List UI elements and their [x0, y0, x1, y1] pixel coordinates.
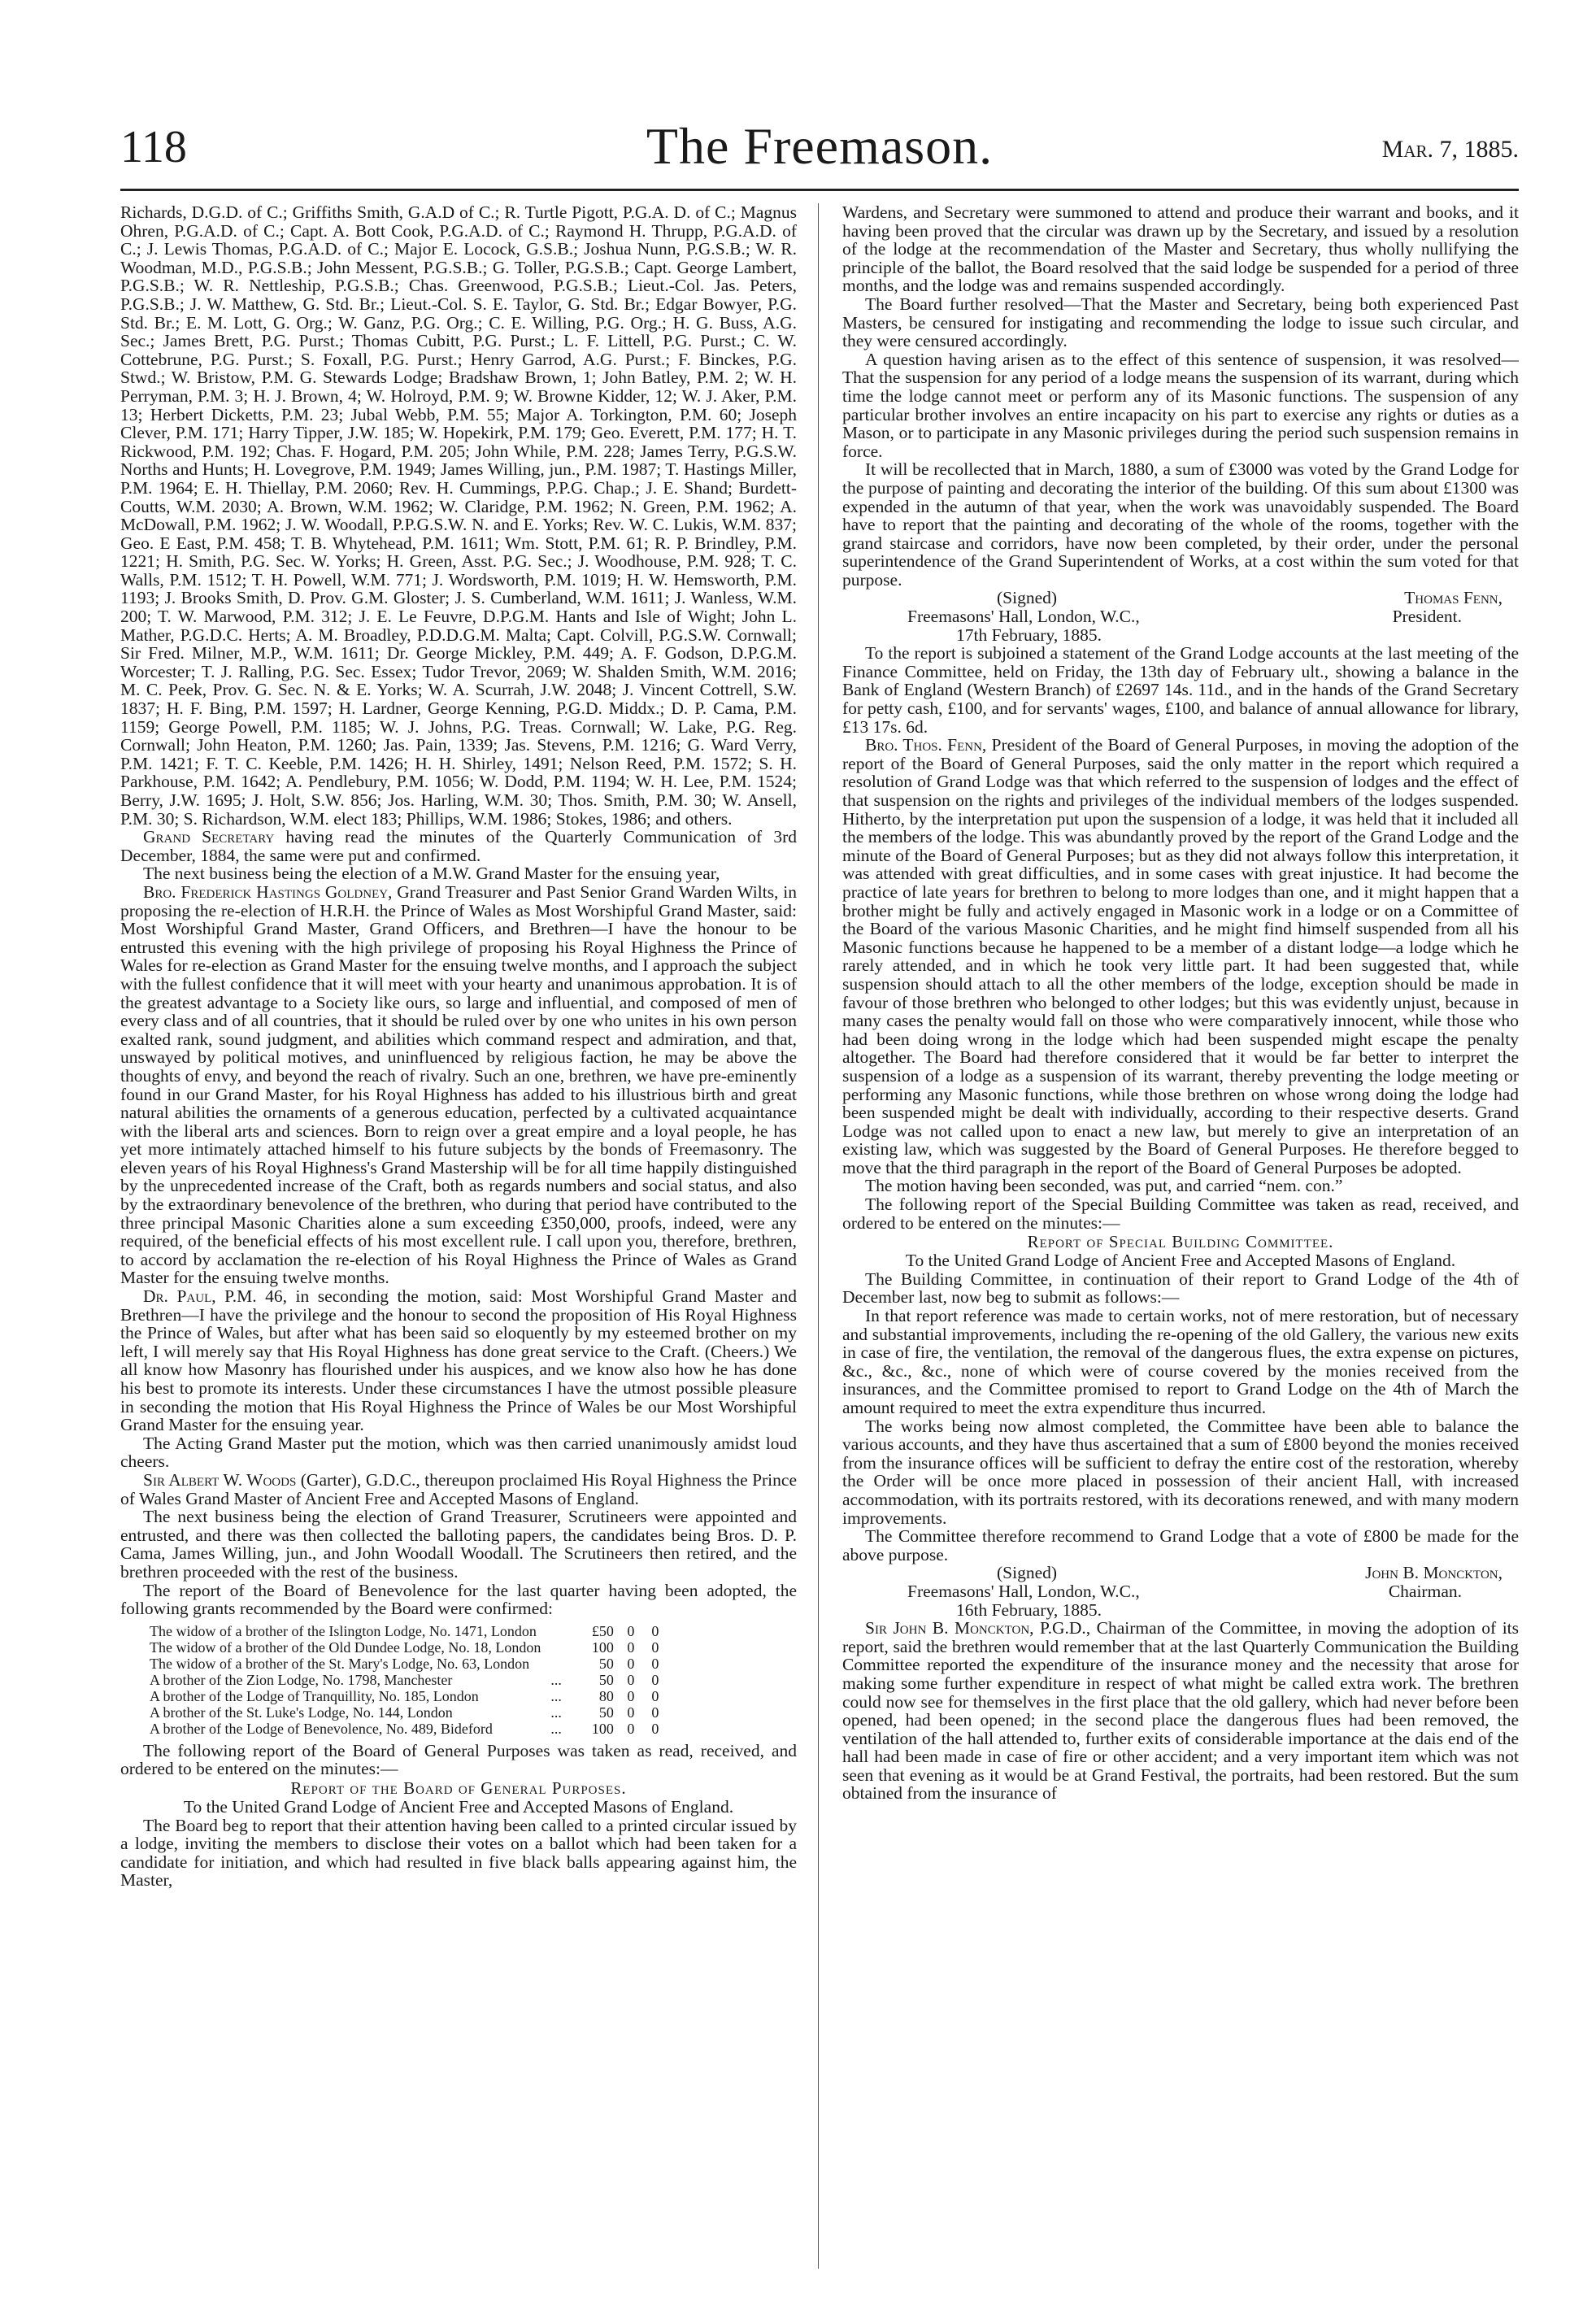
paragraph: The next business being the election of Grand Treasurer, Scrutineers were appointed and entrusted, and there was then collected the balloting papers, the candidates being Bros. D. P. Cama, James Willing, jun., and John Woodall Woodall. The Scrutineers then retired, and the brethren proceeded with the rest of the business.: [120, 1507, 797, 1582]
table-row: [145, 1721, 668, 1737]
signatory-name: John B. Monckton,: [1365, 1563, 1503, 1583]
grant-pence: 0: [651, 1704, 659, 1721]
grant-shillings: 0: [627, 1687, 635, 1704]
grant-pounds: 100: [591, 1638, 614, 1656]
grant-pence: 0: [651, 1671, 659, 1688]
signature-line: [842, 1564, 1519, 1582]
speaker-name: Sir John B. Monckton,: [865, 1618, 1034, 1638]
paragraph: The Acting Grand Master put the motion, which was then carried unanimously amidst loud cheers.: [120, 1433, 797, 1472]
newspaper-title: The Freemason.: [646, 117, 994, 175]
paragraph: The following report of the Board of General Purposes was taken as read, received, and ordered to be entered on the minutes:—: [120, 1740, 797, 1779]
grant-dots: ...: [550, 1704, 562, 1721]
signatory-name: Thomas Fenn,: [1404, 588, 1503, 608]
grant-pounds: 50: [598, 1671, 614, 1688]
signed-label: (Signed): [997, 1563, 1058, 1583]
paragraph: [842, 1619, 1519, 1803]
signature-date: 16th February, 1885.: [956, 1599, 1102, 1620]
table-row: [145, 1623, 668, 1639]
paragraph: The Board beg to report that their attention having been called to a printed circular issued by a lodge, inviting the members to disclose their votes on a ballot which had been taken for a candidate for initiation, and which had resulted in five black balls appearing against him, the Master,: [120, 1815, 797, 1891]
grant-dots: [546, 1623, 567, 1639]
newspaper-page: [120, 114, 1519, 2269]
paragraph: The Committee therefore recommend to Grand Lodge that a vote of £800 be made for the above purpose.: [842, 1526, 1519, 1564]
grant-recipient: The widow of a brother of the Old Dundee Lodge, No. 18, London: [150, 1638, 541, 1656]
grant-recipient: A brother of the Zion Lodge, No. 1798, Manchester: [150, 1671, 453, 1688]
signature-place-line: [842, 607, 1519, 626]
grant-pounds: 50: [598, 1704, 614, 1721]
speaker-name: Bro. Frederick Hastings Goldney,: [143, 881, 393, 902]
grant-recipient: A brother of the Lodge of Tranquillity, No. 185, London: [150, 1687, 479, 1704]
paragraph: It will be recollected that in March, 1880, a sum of £3000 was voted by the Grand Lodge for the purpose of painting and decorating the interior of the building. Of this sum about £1300 was expended in the autumn of that year, when the work was unavoidably suspended. The Board have to report that the painting and decorating of the whole of the rooms, together with the grand staircase and corridors, have now been completed, by their order, under the personal superintendence of the Grand Superintendent of Works, at a cost within the sum voted for that purpose.: [842, 459, 1519, 590]
signatory-role: President.: [1392, 607, 1462, 627]
signature-place: Freemasons' Hall, London, W.C.,: [907, 1581, 1140, 1601]
grant-pounds: 100: [591, 1720, 614, 1737]
grant-pence: 0: [651, 1622, 659, 1639]
paragraph: The Building Committee, in continuation of their report to Grand Lodge of the 4th of December last, now beg to submit as follows:—: [842, 1268, 1519, 1308]
paragraph-text: Grand Treasurer and Past Senior Grand Warden Wilts, in proposing the re-election of H.R.H. the Prince of Wales as Most Worshipful Grand Master, said: Most Worshipful Grand Master, Grand Officers, and Brethren—I have the honour to be entrusted this evening with the high privilege of proposing his Royal Highness the Prince of Wales for re-election as Grand Master for the ensuing twelve months, and I approach the subject with the fullest confidence that it will meet with your hearty and unanimous approbation. It is of the greatest advantage to a Society like ours, so large and influential, and composed of men of every class and of all countries, that it should be ruled over by one who unites in his own person exalted rank, sound judgment, and abilities which command respect and admiration, and that, unswayed by political motives, and uninfluenced by religious faction, he may be above the thoughts of envy, and beyond the reach of rivalry. Such an one, brethren, we have pre-eminently found in our Grand Master, for his Royal Highness has added to his illustrious birth and great natural abilities the ornaments of a generous education, perfected by a cultivated acquaintance with the liberal arts and sciences. Born to reign over a great empire and a loyal people, he has yet more intimately attached himself to his future subjects by the bonds of Freemasonry. The eleven years of his Royal Highness's Grand Mastership will be for all time happily distinguished by the unprecedented increase of the Craft, both as regards numbers and social status, and also by the extraordinary benevolence of the brethren, who during that period have contributed to the three principal Masonic Charities alone a sum exceeding £350,000, proofs, indeed, were any required, of the beneficial effects of his most excellent rule. I call upon you, therefore, brethren, to accord by acclamation the re-election of his Royal Highness the Prince of Wales as Grand Master for the ensuing twelve months.: [120, 881, 797, 1288]
paragraph-text: President of the Board of General Purposes, in moving the adoption of the report of the Board of General Purposes, said the only matter in the report which required a resolution of Grand Lodge was that which referred to the suspension of lodges and the effect of that suspension on the rights and privileges of the individual members of the lodges suspended. Hitherto, by the interpretation put upon the suspension of a lodge, it was held that it included all the members of the lodge. This was abundantly proved by the report of the Grand Lodge and the minute of the Board of General Purposes; but as they did not always follow this interpretation, it was attended with great difficulties, and in some cases with great injustice. It had become the practice of late years for brethren to belong to more lodges than one, and it might happen that a brother might be fully and actively engaged in Masonic work in a lodge or on a Committee of the Board of the various Masonic Charities, and he might find himself suspended from all his Masonic functions because he happened to be a member of a distant lodge—a lodge which he rarely attended, and in which he took very little part. It had been suggested that, while suspension should attach to all the other members of the lodge, exception should be made in favour of those brethren who belonged to other lodges; but this was evidently unjust, because in many cases the penalty would fall on those who were comparatively innocent, while those who had been doing wrong in the lodge which had been suspended might escape the penalty altogether. The Board had therefore considered that it would be far better to interpret the suspension of a lodge as a suspension of its warrant, thereby preventing the lodge meeting or performing any Masonic functions, while those brethren on whose wrong doing the lodge had been suspended might be dealt with individually, according to their respective deserts. Grand Lodge was not called upon to enact a new law, but merely to give an interpretation of an existing law, which was suggested by the Board of General Purposes. He therefore begged to move that the third paragraph in the report of the Board of General Purposes be adopted.: [842, 735, 1519, 1177]
paragraph-text: P.M. 46, in seconding the motion, said: Most Worshipful Grand Master and Brethren—I have the privilege and the honour to second the proposition of His Royal Highness the Prince of Wales, but after what has been said so eloquently by my esteemed brother on my left, I will merely say that His Royal Highness has done great service to the Craft. (Cheers.) We all know how Masonry has flourished under his auspices, and we know also how he has done his best to promote its interests. Under these circumstances I have the utmost possible pleasure in seconding the motion that His Royal Highness the Prince of Wales be our Most Worshipful Grand Master for the ensuing year.: [120, 1286, 797, 1435]
grant-pence: 0: [651, 1687, 659, 1704]
paragraph: To the report is subjoined a statement of the Grand Lodge accounts at the last meeting of the Finance Committee, held on Friday, the 13th day of February ult., showing a balance in the Bank of England (Western Branch) of £2697 14s. 11d., and in the hands of the Grand Secretary for petty cash, £100, and for servants' wages, £100, and balance of annual allowance for library, £13 17s. 6d.: [842, 643, 1519, 737]
grant-pence: 0: [651, 1638, 659, 1656]
paragraph: [120, 883, 797, 1287]
table-row: [145, 1688, 668, 1704]
grant-pounds: £50: [591, 1622, 614, 1639]
table-row: [145, 1704, 668, 1721]
grant-pounds: 80: [598, 1687, 614, 1704]
right-column: [842, 203, 1519, 2269]
paragraph: Wardens, and Secretary were summoned to attend and produce their warrant and books, and it having been proved that the circular was drawn up by the Secretary, and issued by a resolution of the lodge at the recommendation of the Master and Secretary, thus wholly nullifying the principle of the ballot, the Board resolved that the said lodge be suspended for a period of three months, and the lodge was and remains suspended accordingly.: [842, 203, 1519, 296]
paragraph: The following report of the Special Building Committee was taken as read, received, and ordered to be entered on the minutes:—: [842, 1195, 1519, 1233]
paragraph: The Board further resolved—That the Master and Secretary, being both experienced Past Masters, be censured for instigating and recommending the lodge to issue such circular, and they were censured accordingly.: [842, 294, 1519, 351]
masthead: [120, 114, 1519, 191]
grant-shillings: 0: [627, 1671, 635, 1688]
paragraph: [120, 828, 797, 864]
grant-recipient: The widow of a brother of the Islington Lodge, No. 1471, London: [150, 1622, 537, 1639]
paragraph: [842, 736, 1519, 1177]
paragraph: The works being now almost completed, the Committee have been able to balance the various accounts, and they have thus ascertained that a sum of £800 beyond the monies received from the insurance offices will be sufficient to defray the entire cost of the restoration, whereby the Order will be once more placed in possession of their ancient Hall, with increased accommodation, with its portraits restored, with its decorations renewed, and with many modern improvements.: [842, 1416, 1519, 1528]
grant-dots: ...: [550, 1671, 562, 1688]
signature-line: [842, 589, 1519, 607]
grant-pence: 0: [651, 1655, 659, 1672]
speaker-name: Bro. Thos. Fenn,: [865, 735, 987, 755]
paragraph-text: P.G.D., Chairman of the Committee, in moving the adoption of its report, said the brethren would remember that at the last Quarterly Communication the Building Committee reported the expenditure of the insurance money and the necessity that arose for making some further expenditure in respect of what might be called extra work. The brethren could now see for themselves in the first place that the old gallery, which had never before been opened, had been opened; in the second place the dangerous flues had been removed, the ventilation of the hall attended to, further exits of considerable importance at the dais end of the hall had been made in case of fire or other accident; and a very important item which was not seen that evening as it would be at Grand Festival, the portraits, had been restored. But the sum obtained from the insurance of: [842, 1618, 1519, 1804]
paragraph-text: having read the minutes of the Quarterly Communication of 3rd December, 1884, the same were put and confirmed.: [120, 827, 797, 865]
grant-shillings: 0: [627, 1638, 635, 1656]
table-row: [145, 1639, 668, 1656]
left-column: [120, 203, 797, 2269]
grant-recipient: The widow of a brother of the St. Mary's Lodge, No. 63, London: [150, 1655, 530, 1672]
grant-dots: [546, 1656, 567, 1672]
table-row: [145, 1656, 668, 1672]
paragraph: In that report reference was made to certain works, not of mere restoration, but of necessary and substantial improvements, including the re-opening of the old Gallery, the various new exits in case of fire, the ventilation, the removal of the dangerous flues, the extra expense on pictures, &c., &c., &c., none of which were of course covered by the monies received from the insurances, and the Committee promised to report to Grand Lodge on the 4th of March the amount required to meet the extra expenditure thus incurred.: [842, 1306, 1519, 1417]
paragraph: [120, 1471, 797, 1508]
speaker-name: Sir Albert W. Woods: [143, 1469, 297, 1490]
section-heading: Report of the Board of General Purposes.: [290, 1778, 627, 1798]
grants-table: [145, 1623, 668, 1737]
paragraph-text: (Garter), G.D.C., thereupon proclaimed His Royal Highness the Prince of Wales Grand Master of Ancient Free and Accepted Masons of England.: [120, 1469, 797, 1508]
paragraph: A question having arisen as to the effect of this sentence of suspension, it was resolved—That the suspension for any period of a lodge means the suspension of its warrant, during which time the lodge cannot meet or perform any of its Masonic functions. The suspension of any particular brother involves an entire incapacity on his part to exercise any rights or duties as a Mason, or to participate in any Masonic privileges during the period such suspension remains in force.: [842, 349, 1519, 461]
speaker-name: Grand Secretary: [143, 827, 275, 847]
signed-label: (Signed): [997, 588, 1058, 608]
paragraph: [120, 1287, 797, 1434]
grant-shillings: 0: [627, 1720, 635, 1737]
grant-recipient: A brother of the Lodge of Benevolence, No. 489, Bideford: [150, 1720, 493, 1737]
grant-dots: ...: [550, 1687, 562, 1704]
paragraph: The next business being the election of a M.W. Grand Master for the ensuing year,: [143, 864, 720, 884]
grant-shillings: 0: [627, 1704, 635, 1721]
signature-place: Freemasons' Hall, London, W.C.,: [907, 607, 1140, 627]
article-columns: [120, 203, 1519, 2269]
issue-date: Mar. 7, 1885.: [1381, 136, 1519, 163]
paragraph: The motion having been seconded, was put, and carried “nem. con.”: [865, 1176, 1343, 1196]
signature-place-line: [842, 1582, 1519, 1601]
grant-shillings: 0: [627, 1655, 635, 1672]
section-subheading: To the United Grand Lodge of Ancient Free and Accepted Masons of England.: [905, 1251, 1456, 1271]
grant-pence: 0: [651, 1720, 659, 1737]
grant-dots: [546, 1639, 567, 1656]
speaker-name: Dr. Paul,: [143, 1286, 216, 1307]
paragraph: The report of the Board of Benevolence for the last quarter having been adopted, the following grants recommended by the Board were confirmed:: [120, 1580, 797, 1619]
page-number: 118: [120, 122, 187, 172]
grant-shillings: 0: [627, 1622, 635, 1639]
grant-pounds: 50: [598, 1655, 614, 1672]
grant-dots: ...: [550, 1720, 562, 1737]
section-heading: Report of Special Building Committee.: [1027, 1232, 1334, 1252]
section-subheading: To the United Grand Lodge of Ancient Free and Accepted Masons of England.: [183, 1796, 734, 1817]
signature-date: 17th February, 1885.: [956, 624, 1102, 645]
grant-recipient: A brother of the St. Luke's Lodge, No. 144, London: [150, 1704, 453, 1721]
table-row: [145, 1672, 668, 1688]
signatory-role: Chairman.: [1388, 1581, 1462, 1601]
attendee-list: Richards, D.G.D. of C.; Griffiths Smith, G.A.D of C.; R. Turtle Pigott, P.G.A. D. of C.; Magnus Ohren, P.G.A.D. of C.; Capt. A. Bott Cook, P.G.A.D. of C.; Raymond H. Thrupp, P.G.A.D. of C.; J. Lewis Thomas, P.G.A.D. of C.; Major E. Locock, G.S.B.; Joshua Nunn, P.G.S.B.; W. R. Woodman, M.D., P.G.S.B.; John Messent, P.G.S.B.; G. Toller, P.G.S.B.; Capt. George Lambert, P.G.S.B.; W. R. Nettleship, P.G.S.B.; Chas. Greenwood, P.G.S.B.; Lieut.-Col. Jas. Peters, P.G.S.B.; J. W. Matthew, G. Std. Br.; Lieut.-Col. S. E. Taylor, G. Std. Br.; Edgar Bowyer, P.G. Std. Br.; E. M. Lott, G. Org.; W. Ganz, P.G. Org.; C. E. Willing, P.G. Org.; H. G. Buss, A.G. Sec.; James Brett, P.G. Purst.; Thomas Cubitt, P.G. Purst.; L. F. Littell, P.G. Purst.; C. W. Cottebrune, P.G. Purst.; S. Foxall, P.G. Purst.; Henry Garrod, A.G. Purst.; F. Binckes, P.G. Stwd.; W. Bristow, P.M. G. Stewards Lodge; Bradshaw Brown, 1; John Batley, P.M. 2; W. H. Perryman, P.M. 3; H. J. Brown, 4; W. Holroyd, P.M. 9; W. Browne Kidder, 12; W. J. Aker, P.M. 13; Herbert Dicketts, P.M. 23; Jubal Webb, P.M. 55; Major A. Torkington, P.M. 60; Joseph Clever, P.M. 171; Harry Tipper, J.W. 185; W. Hopekirk, P.M. 179; Geo. Everett, P.M. 177; H. T. Rickwood, P.M. 192; Chas. F. Hogard, P.M. 205; John While, P.M. 228; James Terry, P.G.S.W. Norths and Hunts; H. Lovegrove, P.M. 1949; James Willing, jun., P.M. 1987; T. Hastings Miller, P.M. 1964; E. H. Thiellay, P.M. 2060; Rev. H. Cummings, P.P.G. Chap.; J. E. Shand; Burdett-Coutts, W.M. 2030; A. Brown, W.M. 1962; W. Claridge, P.M. 1962; N. Green, P.M. 1962; A. McDowall, P.M. 1962; J. W. Woodall, P.P.G.S.W. N. and E. Yorks; Rev. W. C. Lukis, W.M. 837; Geo. E East, P.M. 458; T. B. Whytehead, P.M. 1611; Wm. Stott, P.M. 61; R. P. Brindley, P.M. 1221; H. Smith, P.G. Sec. W. Yorks; H. Green, Asst. P.G. Sec.; J. Woodhouse, P.M. 928; T. C. Walls, P.M. 1512; T. H. Powell, W.M. 771; J. Wordsworth, P.M. 1019; H. W. Hemsworth, P.M. 1193; J. Brooks Smith, D. Prov. G.M. Gloster; J. S. Cumberland, W.M. 1611; J. Wanless, W.M. 200; T. W. Marwood, P.M. 312; J. E. Le Feuvre, D.P.G.M. Hants and Isle of Wight; John L. Mather, P.G.D.C. Herts; A. M. Broadley, P.D.D.G.M. Malta; Capt. Colvill, P.G.S.W. Cornwall; Sir Fred. Milner, M.P., W.M. 1611; Dr. George Mickley, P.M. 449; A. F. Godson, D.P.G.M. Worcester; T. J. Ralling, P.G. Sec. Essex; Tudor Trevor, 2069; W. Shalden Smith, W.M. 2016; M. C. Peek, Prov. G. Sec. N. & E. Yorks; W. A. Scurrah, J.W. 2048; J. Vincent Cottrell, S.W. 1837; H. F. Bing, P.M. 1597; H. Lardner, George Kenning, P.G.D. Middx.; D. P. Cama, P.M. 1159; George Powell, P.M. 1185; W. J. Johns, P.G. Treas. Cornwall; W. Lake, P.G. Reg. Cornwall; John Heaton, P.M. 1260; Jas. Pain, 1339; Jas. Stevens, P.M. 1216; G. Ward Verry, P.M. 1421; F. T. C. Keeble, P.M. 1426; H. H. Shirley, 1491; Nelson Reed, P.M. 1572; S. H. Parkhouse, P.M. 1642; A. Pendlebury, P.M. 1056; W. Dodd, P.M. 1194; W. H. Lee, P.M. 1524; Berry, J.W. 1695; J. Holt, S.W. 856; Jos. Harling, W.M. 30; Thos. Smith, P.M. 30; W. Ansell, P.M. 30; S. Richardson, W.M. elect 183; Phillips, W.M. 1986; Stokes, 1986; and others.: [120, 203, 797, 829]
